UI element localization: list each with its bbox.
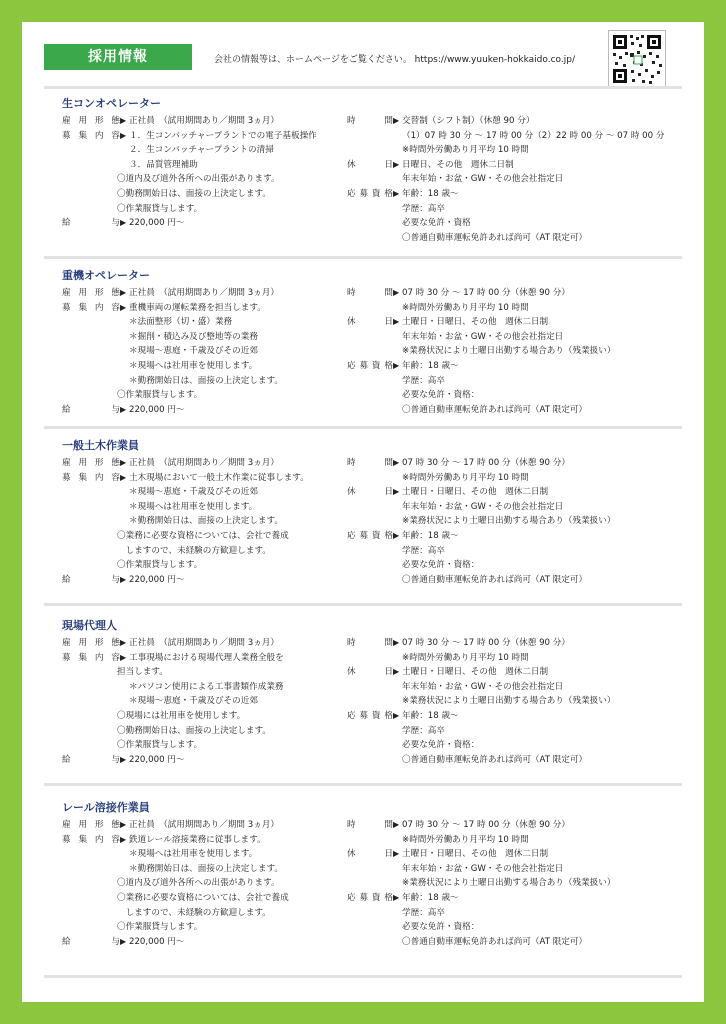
- content-line: ３．品質管理補助: [129, 159, 198, 170]
- arrow-icon: ▶: [393, 820, 400, 829]
- qualification-line: 必要な免許・資格：: [402, 922, 480, 933]
- job-title: 一般土木作業員: [62, 439, 139, 452]
- label-hours: 時 間: [347, 116, 393, 126]
- employment-value: 正社員 （試用期間あり／期間 3ヵ月）: [129, 820, 279, 830]
- divider: [44, 603, 682, 606]
- holidays-line: ※業務状況により土曜日出勤する場合あり（残業扱い）: [402, 346, 616, 357]
- holidays-line: 土曜日・日曜日、その他 週休二日制: [402, 667, 549, 678]
- hours-line: ※時間外労働あり月平均 10 時間: [402, 834, 529, 845]
- job-title: 重機オペレーター: [62, 269, 150, 282]
- salary-value: 220,000 円〜: [129, 218, 185, 229]
- content-line: 工事現場における現場代理人業務全般を: [129, 652, 284, 663]
- content-line: 〇勤務開始日は、面接の上決定します。: [117, 188, 272, 199]
- arrow-icon: ▶: [393, 530, 400, 540]
- arrow-icon: ▶: [120, 302, 127, 312]
- job-section: [62, 96, 682, 243]
- content-line: ＊現場へは社用車を使用します。: [129, 501, 258, 512]
- arrow-icon: ▶: [393, 116, 400, 125]
- content-line: しますので、未経験の方歓迎します。: [117, 907, 271, 918]
- content-line: ＊パソコン使用による工事書類作成業務: [129, 681, 284, 692]
- content-line: 〇作業服貸与します。: [117, 922, 203, 933]
- content-line: ＊現場〜恵庭・千歳及びその近郊: [129, 346, 258, 357]
- holidays-line: 土曜日・日曜日、その他 週休二日制: [402, 849, 549, 860]
- label-salary: 給 与: [62, 218, 120, 229]
- arrow-icon: ▶: [393, 667, 400, 677]
- recruitment-badge: 採用情報: [44, 44, 192, 70]
- label-content: 募集内容: [62, 130, 120, 141]
- arrow-icon: ▶: [393, 892, 400, 902]
- arrow-icon: ▶: [393, 638, 400, 647]
- arrow-icon: ▶: [120, 652, 127, 662]
- qualification-line: 〇普通自動車運転免許あれば尚可（AT 限定可）: [402, 232, 588, 243]
- qualification-line: 年齢：18 歳〜: [402, 530, 459, 541]
- arrow-icon: ▶: [393, 487, 400, 497]
- content-line: ＊現場へは社用車を使用します。: [129, 360, 258, 371]
- arrow-icon: ▶: [120, 288, 127, 297]
- holidays-line: ※業務状況により土曜日出勤する場合あり（残業扱い）: [402, 878, 616, 889]
- arrow-icon: ▶: [120, 116, 127, 125]
- job-right-column: [347, 114, 687, 245]
- content-line: 〇作業服貸与します。: [117, 390, 203, 401]
- page-header: [44, 30, 682, 82]
- arrow-icon: ▶: [120, 218, 127, 228]
- label-employment: 雇用形態: [62, 638, 120, 648]
- job-section: [62, 618, 682, 765]
- label-holidays: 休 日: [347, 159, 393, 170]
- content-line: ＊掘削・積込み及び整地等の業務: [129, 331, 258, 342]
- content-line: 〇作業服貸与します。: [117, 203, 203, 214]
- divider: [44, 426, 682, 429]
- holidays-line: 年末年始・お盆・GW・その他会社指定日: [402, 681, 564, 692]
- content-line: ＊現場へは社用車を使用します。: [129, 849, 258, 860]
- label-salary: 給 与: [62, 936, 120, 947]
- label-hours: 時 間: [347, 288, 393, 298]
- job-section: [62, 438, 682, 585]
- label-qualification: 応募資格: [347, 360, 393, 371]
- label-content: 募集内容: [62, 302, 120, 313]
- qualification-line: 学歴：高卒: [402, 725, 445, 736]
- label-salary: 給 与: [62, 754, 120, 765]
- divider: [44, 86, 682, 89]
- hours-line: 07 時 30 分 〜 17 時 00 分（休憩 90 分）: [402, 288, 570, 298]
- employment-value: 正社員 （試用期間あり／期間 3ヵ月）: [129, 638, 279, 648]
- arrow-icon: ▶: [393, 458, 400, 467]
- job-title: レール溶接作業員: [62, 801, 150, 814]
- holidays-line: ※業務状況により土曜日出勤する場合あり（残業扱い）: [402, 516, 616, 527]
- arrow-icon: ▶: [120, 936, 127, 946]
- content-line: 担当します。: [117, 667, 168, 678]
- job-right-column: [347, 818, 687, 949]
- label-qualification: 応募資格: [347, 710, 393, 721]
- arrow-icon: ▶: [120, 458, 127, 467]
- content-line: ＊勤務開始日は、面接の上決定します。: [129, 516, 284, 527]
- holidays-line: 年末年始・お盆・GW・その他会社指定日: [402, 174, 564, 185]
- qualification-line: 学歴：高卒: [402, 545, 445, 556]
- qualification-line: 〇普通自動車運転免許あれば尚可（AT 限定可）: [402, 936, 588, 947]
- divider: [44, 256, 682, 259]
- content-line: 〇道内及び道外各所への出張があります。: [117, 174, 280, 185]
- holidays-line: ※業務状況により土曜日出勤する場合あり（残業扱い）: [402, 696, 616, 707]
- qualification-line: 必要な免許・資格: [402, 218, 471, 229]
- qualification-line: 学歴：高卒: [402, 375, 445, 386]
- arrow-icon: ▶: [393, 710, 400, 720]
- content-line: しますので、未経験の方歓迎します。: [117, 545, 271, 556]
- job-title: 現場代理人: [62, 619, 117, 632]
- content-line: 〇現場には社用車を使用します。: [117, 710, 246, 721]
- salary-value: 220,000 円〜: [129, 404, 185, 415]
- content-line: 〇業務に必要な資格については、会社で養成: [117, 892, 289, 903]
- label-hours: 時 間: [347, 458, 393, 468]
- label-hours: 時 間: [347, 638, 393, 648]
- content-line: ＊勤務開始日は、面接の上決定します。: [129, 863, 284, 874]
- hours-line: ※時間外労働あり月平均 10 時間: [402, 145, 529, 156]
- label-employment: 雇用形態: [62, 458, 120, 468]
- holidays-line: 年末年始・お盆・GW・その他会社指定日: [402, 331, 564, 342]
- arrow-icon: ▶: [393, 288, 400, 297]
- qualification-line: 学歴：高卒: [402, 203, 445, 214]
- content-line: ＊勤務開始日は、面接の上決定します。: [129, 375, 284, 386]
- arrow-icon: ▶: [393, 849, 400, 859]
- hours-line: （1）07 時 30 分 〜 17 時 00 分（2）22 時 00 分 〜 07 時 00 分: [402, 130, 665, 141]
- arrow-icon: ▶: [120, 404, 127, 414]
- holidays-line: 土曜日・日曜日、その他 週休二日制: [402, 317, 549, 328]
- job-section: [62, 268, 682, 415]
- label-salary: 給 与: [62, 574, 120, 585]
- qualification-line: 必要な免許・資格：: [402, 740, 480, 751]
- arrow-icon: ▶: [120, 820, 127, 829]
- arrow-icon: ▶: [120, 472, 127, 482]
- label-qualification: 応募資格: [347, 188, 393, 199]
- label-content: 募集内容: [62, 834, 120, 845]
- qualification-line: 〇普通自動車運転免許あれば尚可（AT 限定可）: [402, 574, 588, 585]
- label-holidays: 休 日: [347, 849, 393, 860]
- content-line: 土木現場において一般土木作業に従事します。: [129, 472, 309, 483]
- arrow-icon: ▶: [393, 188, 400, 198]
- label-holidays: 休 日: [347, 667, 393, 678]
- arrow-icon: ▶: [393, 360, 400, 370]
- content-line: 〇業務に必要な資格については、会社で養成: [117, 530, 289, 541]
- content-line: 〇道内及び道外各所への出張があります。: [117, 878, 280, 889]
- qualification-line: 年齢：18 歳〜: [402, 360, 459, 371]
- hours-line: ※時間外労働あり月平均 10 時間: [402, 652, 529, 663]
- label-employment: 雇用形態: [62, 288, 120, 298]
- content-line: 鉄道レール溶接業務に従事します。: [129, 834, 266, 845]
- holidays-line: 日曜日、その他 週休二日制: [402, 159, 514, 170]
- employment-value: 正社員 （試用期間あり／期間 3ヵ月）: [129, 116, 279, 126]
- job-right-column: [347, 286, 687, 417]
- label-salary: 給 与: [62, 404, 120, 415]
- job-section: [62, 800, 682, 947]
- hours-line: ※時間外労働あり月平均 10 時間: [402, 472, 529, 483]
- label-content: 募集内容: [62, 652, 120, 663]
- hours-line: 07 時 30 分 〜 17 時 00 分（休憩 90 分）: [402, 820, 570, 830]
- salary-value: 220,000 円〜: [129, 936, 185, 947]
- employment-value: 正社員 （試用期間あり／期間 3ヵ月）: [129, 288, 279, 298]
- qualification-line: 〇普通自動車運転免許あれば尚可（AT 限定可）: [402, 404, 588, 415]
- arrow-icon: ▶: [120, 574, 127, 584]
- hours-line: ※時間外労働あり月平均 10 時間: [402, 302, 529, 313]
- qualification-line: 年齢：18 歳〜: [402, 710, 459, 721]
- homepage-note[interactable]: 会社の情報等は、ホームページをご覧ください。 https://www.yuuken-hokkaido.co.jp/: [214, 55, 575, 65]
- divider: [44, 783, 682, 786]
- label-holidays: 休 日: [347, 317, 393, 328]
- content-line: 〇作業服貸与します。: [117, 560, 203, 571]
- job-left-column: [62, 114, 352, 231]
- job-left-column: [62, 636, 352, 767]
- qualification-line: 必要な免許・資格：: [402, 390, 480, 401]
- arrow-icon: ▶: [120, 638, 127, 647]
- holidays-line: 年末年始・お盆・GW・その他会社指定日: [402, 863, 564, 874]
- holidays-line: 土曜日・日曜日、その他 週休二日制: [402, 487, 549, 498]
- arrow-icon: ▶: [393, 159, 400, 169]
- label-holidays: 休 日: [347, 487, 393, 498]
- label-content: 募集内容: [62, 472, 120, 483]
- content-line: 重機車両の運転業務を担当します。: [129, 302, 266, 313]
- job-right-column: [347, 456, 687, 587]
- hours-line: 07 時 30 分 〜 17 時 00 分（休憩 90 分）: [402, 638, 570, 648]
- content-line: １．生コンバッチャープラントでの電子基板操作: [129, 130, 317, 141]
- label-employment: 雇用形態: [62, 116, 120, 126]
- arrow-icon: ▶: [120, 834, 127, 844]
- label-qualification: 応募資格: [347, 530, 393, 541]
- job-left-column: [62, 286, 352, 417]
- job-right-column: [347, 636, 687, 767]
- content-line: ＊現場〜恵庭・千歳及びその近郊: [129, 696, 258, 707]
- content-line: 〇作業服貸与します。: [117, 740, 203, 751]
- qualification-line: 年齢：18 歳〜: [402, 892, 459, 903]
- label-qualification: 応募資格: [347, 892, 393, 903]
- label-hours: 時 間: [347, 820, 393, 830]
- arrow-icon: ▶: [120, 130, 127, 140]
- hours-line: 交替制（シフト制）（休憩 90 分）: [402, 116, 535, 126]
- label-employment: 雇用形態: [62, 820, 120, 830]
- arrow-icon: ▶: [393, 317, 400, 327]
- holidays-line: 年末年始・お盆・GW・その他会社指定日: [402, 501, 564, 512]
- content-line: ２．生コンバッチャープラントの清掃: [129, 145, 274, 156]
- salary-value: 220,000 円〜: [129, 754, 185, 765]
- employment-value: 正社員 （試用期間あり／期間 3ヵ月）: [129, 458, 279, 468]
- job-title: 生コンオペレーター: [62, 97, 161, 110]
- hours-line: 07 時 30 分 〜 17 時 00 分（休憩 90 分）: [402, 458, 570, 468]
- job-left-column: [62, 818, 352, 949]
- content-line: ＊法面整形（切・盛）業務: [129, 317, 233, 328]
- content-line: 〇勤務開始日は、面接の上決定します。: [117, 725, 272, 736]
- qualification-line: 学歴：高卒: [402, 907, 445, 918]
- salary-value: 220,000 円〜: [129, 574, 185, 585]
- qr-code-icon[interactable]: [608, 30, 666, 88]
- qualification-line: 年齢：18 歳〜: [402, 188, 459, 199]
- qualification-line: 〇普通自動車運転免許あれば尚可（AT 限定可）: [402, 754, 588, 765]
- divider: [44, 975, 682, 978]
- job-left-column: [62, 456, 352, 587]
- qualification-line: 必要な免許・資格：: [402, 560, 480, 571]
- arrow-icon: ▶: [120, 754, 127, 764]
- content-line: ＊現場〜恵庭・千歳及びその近郊: [129, 487, 258, 498]
